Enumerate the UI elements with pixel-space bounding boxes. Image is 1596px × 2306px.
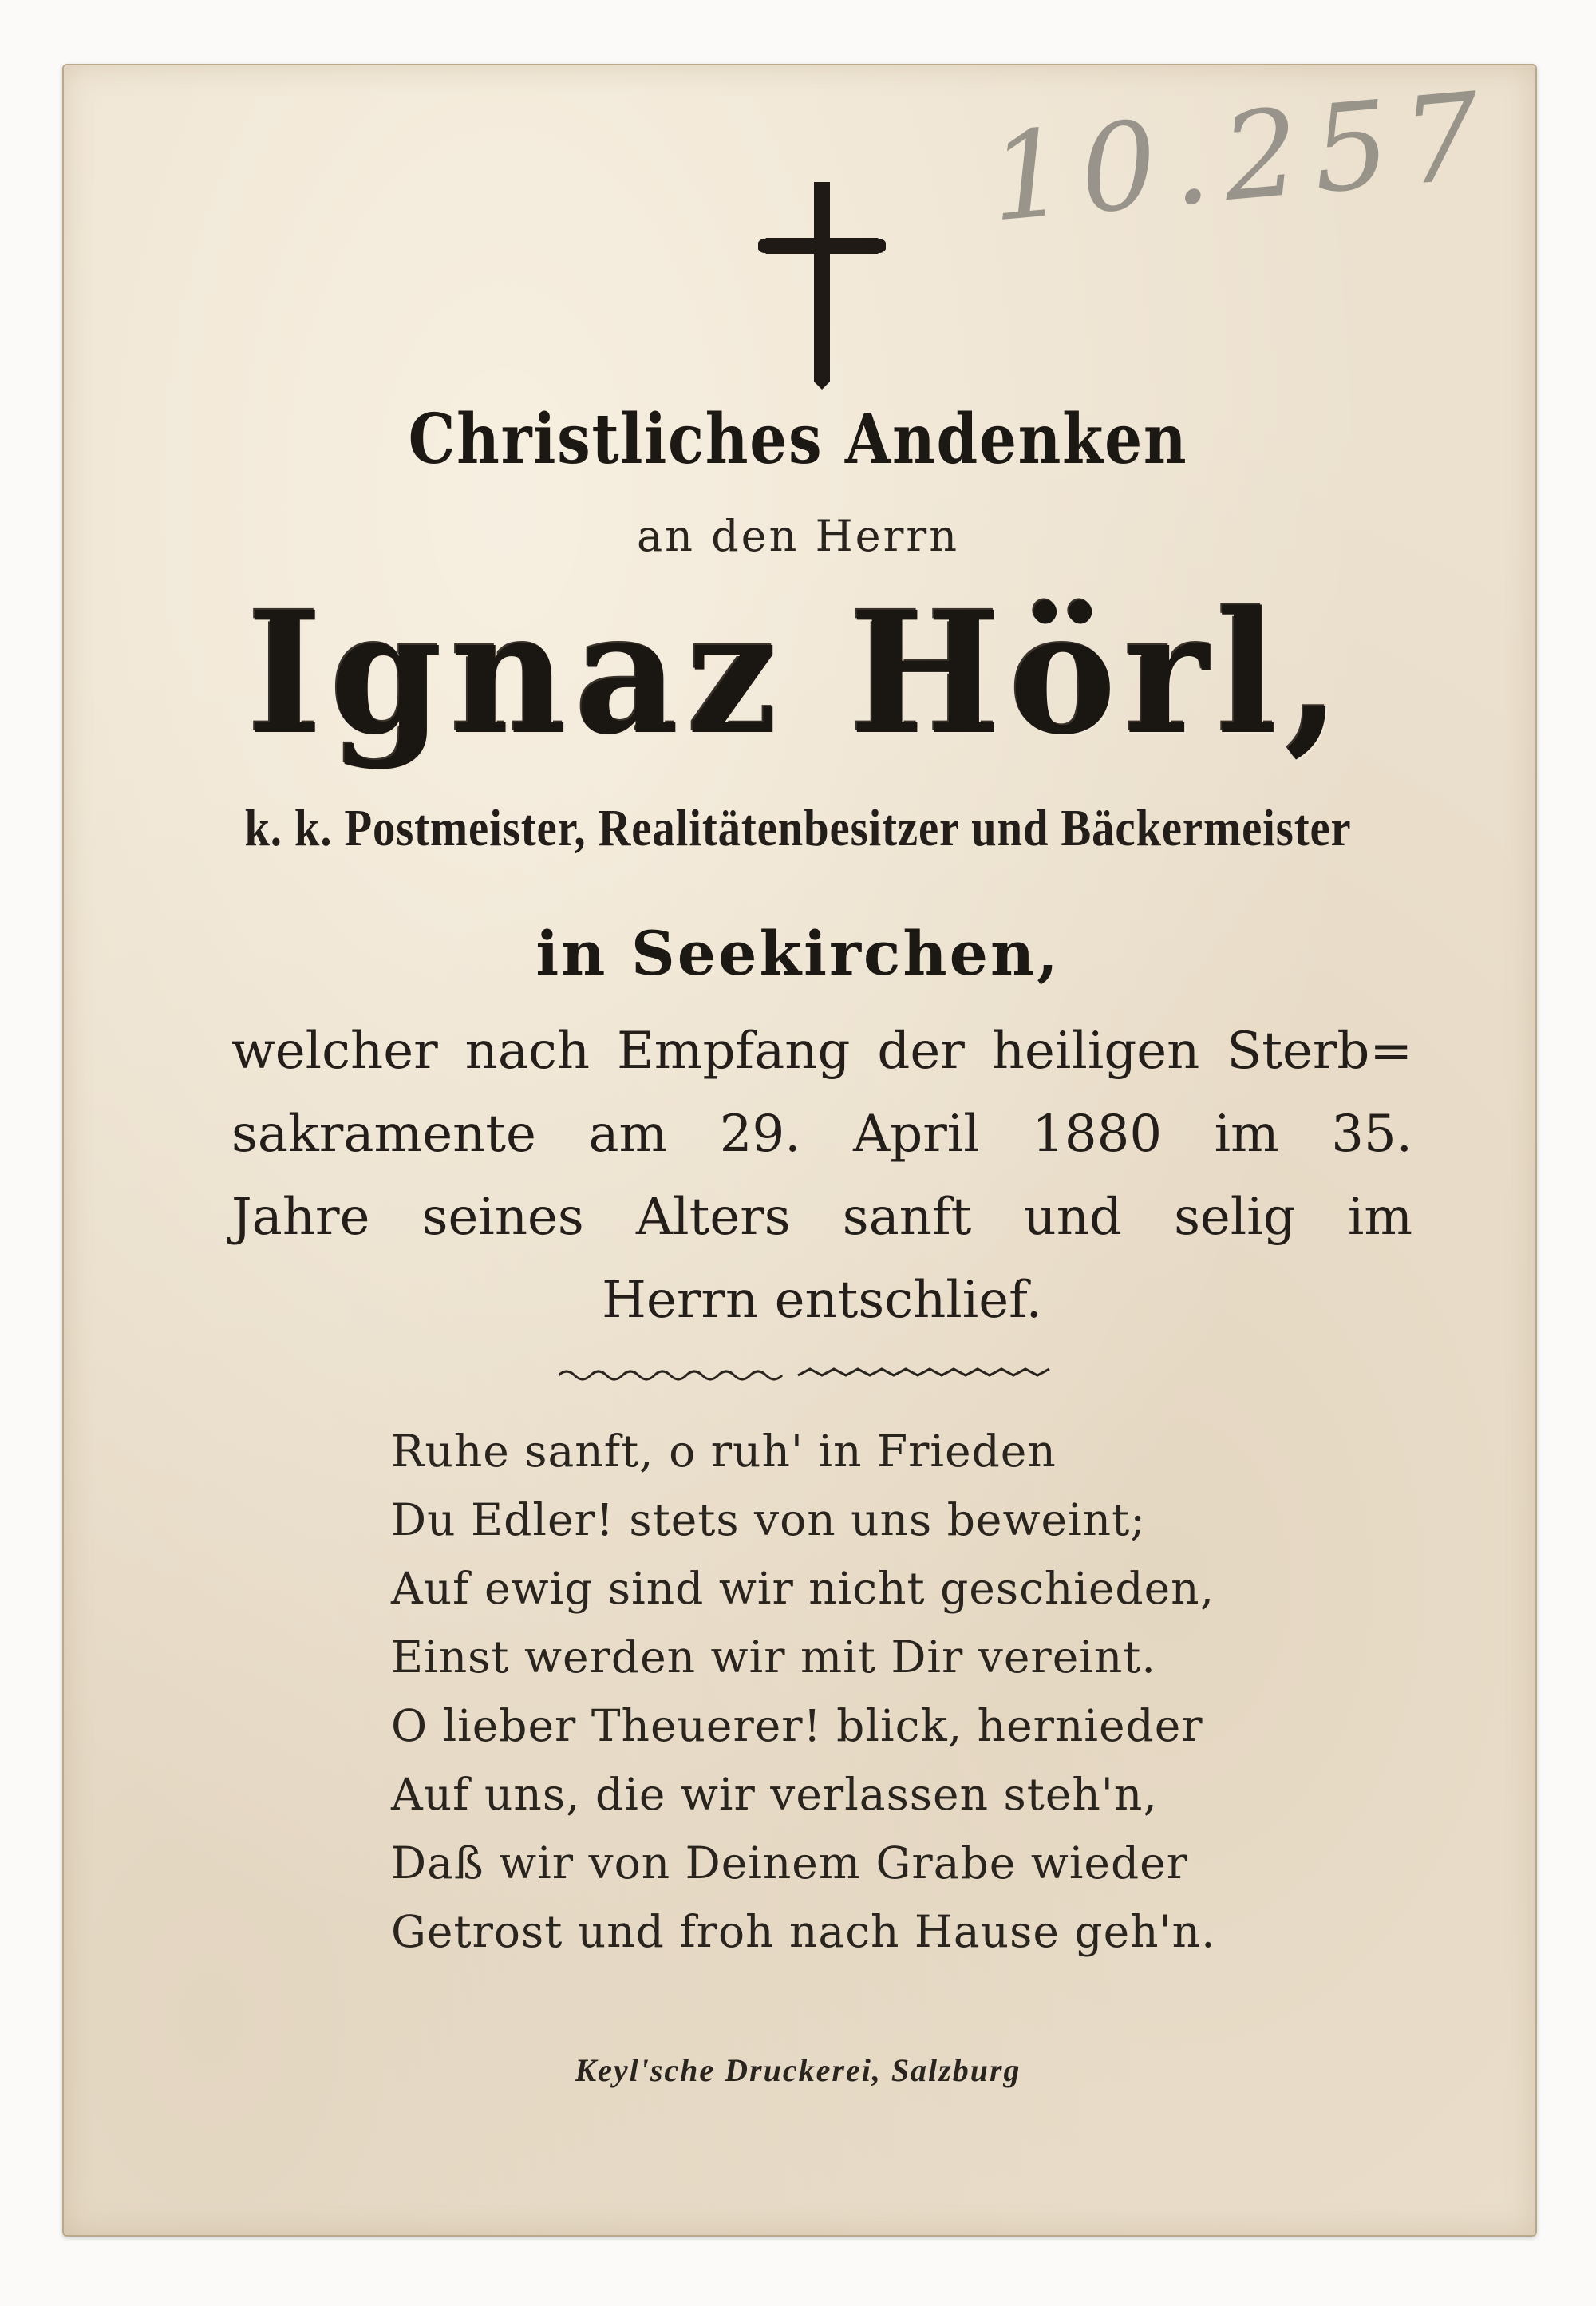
notice-line: Herrn entschlief. bbox=[602, 1271, 1042, 1330]
printer-imprint: Keyl'sche Druckerei, Salzburg bbox=[575, 2052, 1021, 2088]
deceased-place: in Seekirchen, bbox=[535, 918, 1061, 989]
poem-line: Einst werden wir mit Dir vereint. bbox=[391, 1632, 1156, 1683]
poem-line: Getrost und froh nach Hause geh'n. bbox=[391, 1906, 1216, 1957]
notice-line: welcher nach Empfang der heiligen Sterb= bbox=[231, 1022, 1412, 1081]
card-subtitle: an den Herrn bbox=[636, 511, 960, 561]
cross-icon bbox=[758, 182, 886, 390]
poem-line: Auf ewig sind wir nicht geschieden, bbox=[391, 1563, 1215, 1614]
deceased-name: Ignaz Hörl, bbox=[247, 575, 1349, 772]
ornamental-divider bbox=[559, 1363, 1053, 1387]
deceased-profession: k. k. Postmeister, Realitätenbesitzer und Bäckermeister bbox=[244, 799, 1352, 857]
poem-line: Daß wir von Deinem Grabe wieder bbox=[391, 1837, 1189, 1889]
archive-number: 10.257 bbox=[984, 66, 1500, 249]
notice-line: sakramente am 29. April 1880 im 35. bbox=[231, 1105, 1412, 1164]
notice-line: Jahre seines Alters sanft und selig im bbox=[231, 1188, 1412, 1247]
death-notice-text bbox=[231, 1010, 1412, 1342]
card-title: Christliches Andenken bbox=[408, 399, 1188, 480]
poem-line: O lieber Theuerer! blick, hernieder bbox=[391, 1700, 1203, 1751]
memorial-poem bbox=[391, 1417, 1317, 1966]
poem-line: Du Edler! stets von uns beweint; bbox=[391, 1494, 1146, 1545]
poem-line: Auf uns, die wir verlassen steh'n, bbox=[391, 1769, 1158, 1820]
poem-line: Ruhe sanft, o ruh' in Frieden bbox=[391, 1426, 1057, 1477]
